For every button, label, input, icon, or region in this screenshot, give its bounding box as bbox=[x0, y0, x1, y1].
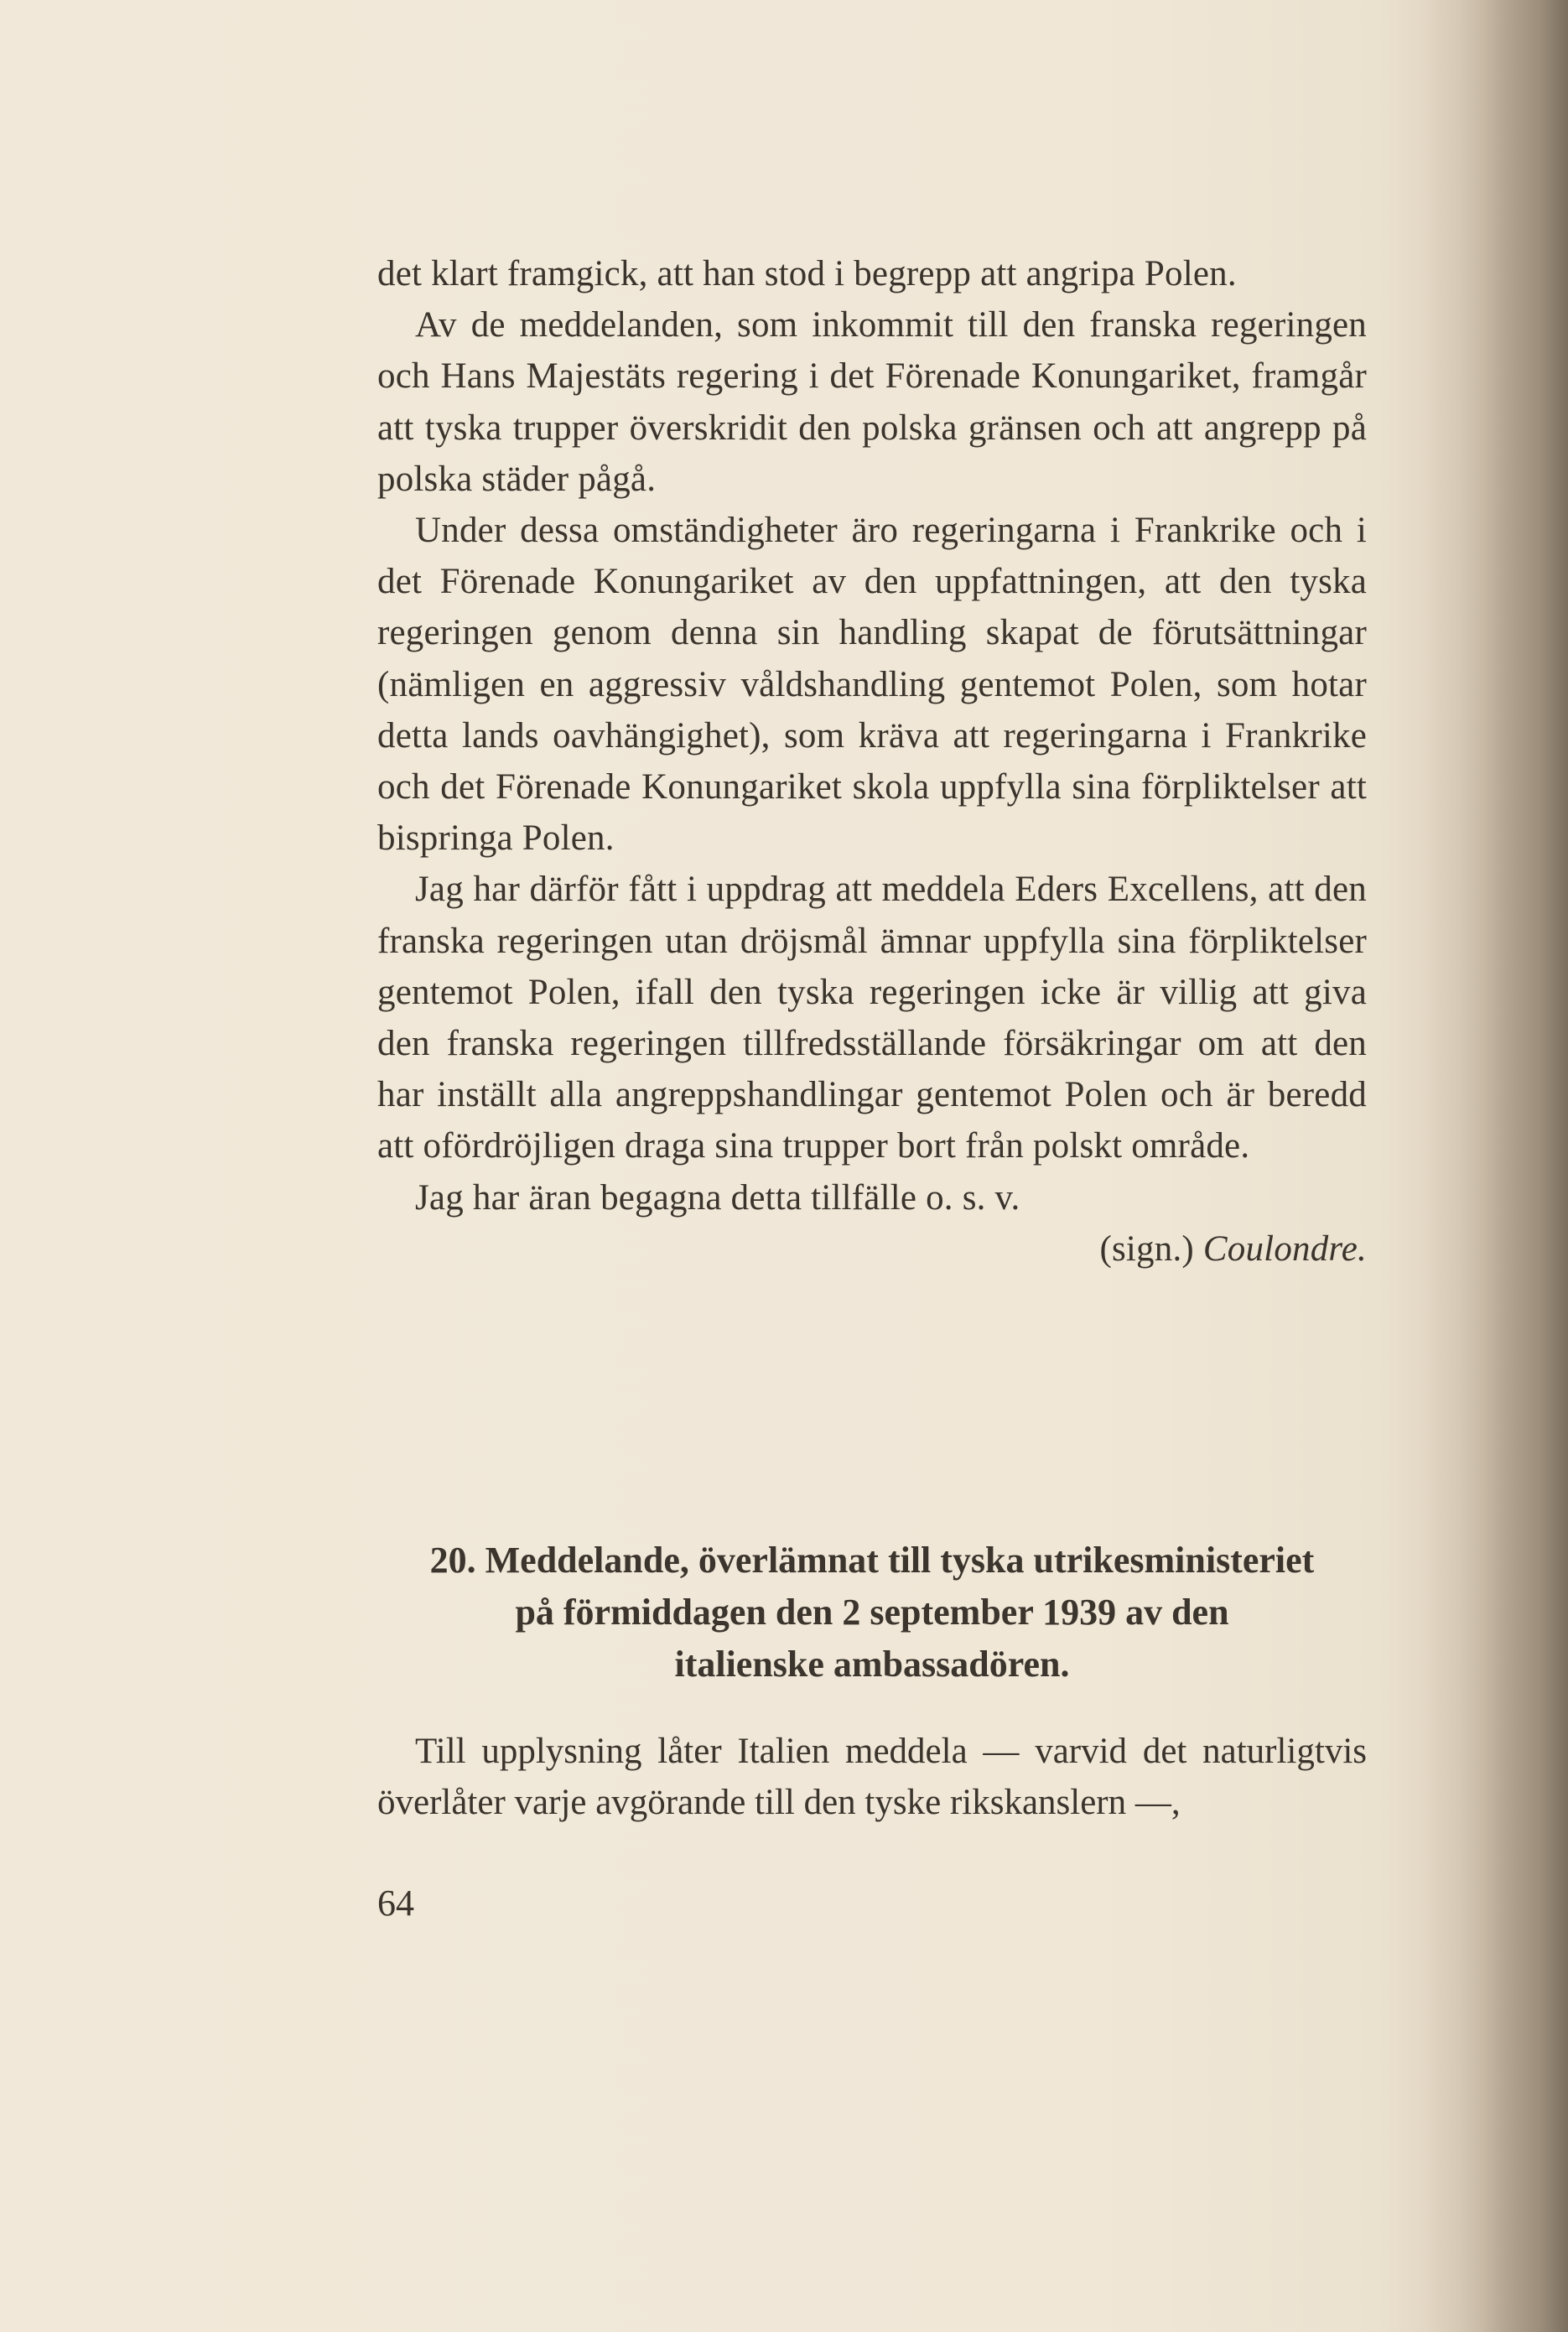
heading-line-1 bbox=[369, 1535, 1375, 1587]
main-text bbox=[377, 248, 1367, 1275]
signature bbox=[377, 1223, 1367, 1275]
signature-prefix: (sign.) bbox=[1099, 1228, 1194, 1269]
page-number: 64 bbox=[377, 1883, 414, 1924]
paragraph-3: Under dessa omständigheter äro regeringarna i Frankrike och i det Förenade Konungariket av den uppfattningen, att den tyska regeringen genom denna sin handling skapat de förutsättningar (nämligen en aggressiv våldshandling gentemot Polen, som hotar detta lands oavhängighet), som kräva att regeringarna i Frankrike och det Förenade Konungariket skola uppfylla sina förpliktelser att bispringa Polen. bbox=[377, 511, 1367, 859]
section-number: 20. bbox=[429, 1540, 476, 1581]
page-gutter-shadow bbox=[1425, 0, 1568, 2332]
paragraph-after-heading: Till upplysning låter Italien meddela — varvid det naturligtvis överlåter varje avgörande till den tyske rikskanslern —, bbox=[377, 1732, 1367, 1823]
paragraph-2: Av de meddelanden, som inkommit till den franska regeringen och Hans Majestäts regering i det Förenade Konungariket, framgår att tyska trupper överskridit den polska gränsen och att angrepp på polska städer pågå. bbox=[377, 305, 1367, 499]
paragraph-1: det klart framgick, att han stod i begrepp att angripa Polen. bbox=[377, 254, 1237, 293]
paragraph-4: Jag har därför fått i uppdrag att meddela Eders Excellens, att den franska regeringen utan dröjsmål ämnar uppfylla sina förpliktelser gentemot Polen, ifall den tyska regeringen icke är villig att giva den franska regeringen tillfredsställande försäkringar om att den har inställt alla angreppshandlingar gentemot Polen och är beredd att ofördröjligen draga sina trupper bort från polskt område. bbox=[377, 870, 1367, 1166]
heading-line-2: på förmiddagen den 2 september 1939 av den bbox=[515, 1592, 1229, 1633]
signature-name: Coulondre. bbox=[1202, 1228, 1367, 1269]
paragraph-5: Jag har äran begagna detta tillfälle o. s. v. bbox=[415, 1177, 1020, 1218]
heading-line-3: italienske ambassadören. bbox=[674, 1644, 1070, 1685]
section-heading bbox=[369, 1535, 1375, 1691]
heading-line-1-text: Meddelande, överlämnat till tyska utrikesministeriet bbox=[485, 1540, 1315, 1581]
